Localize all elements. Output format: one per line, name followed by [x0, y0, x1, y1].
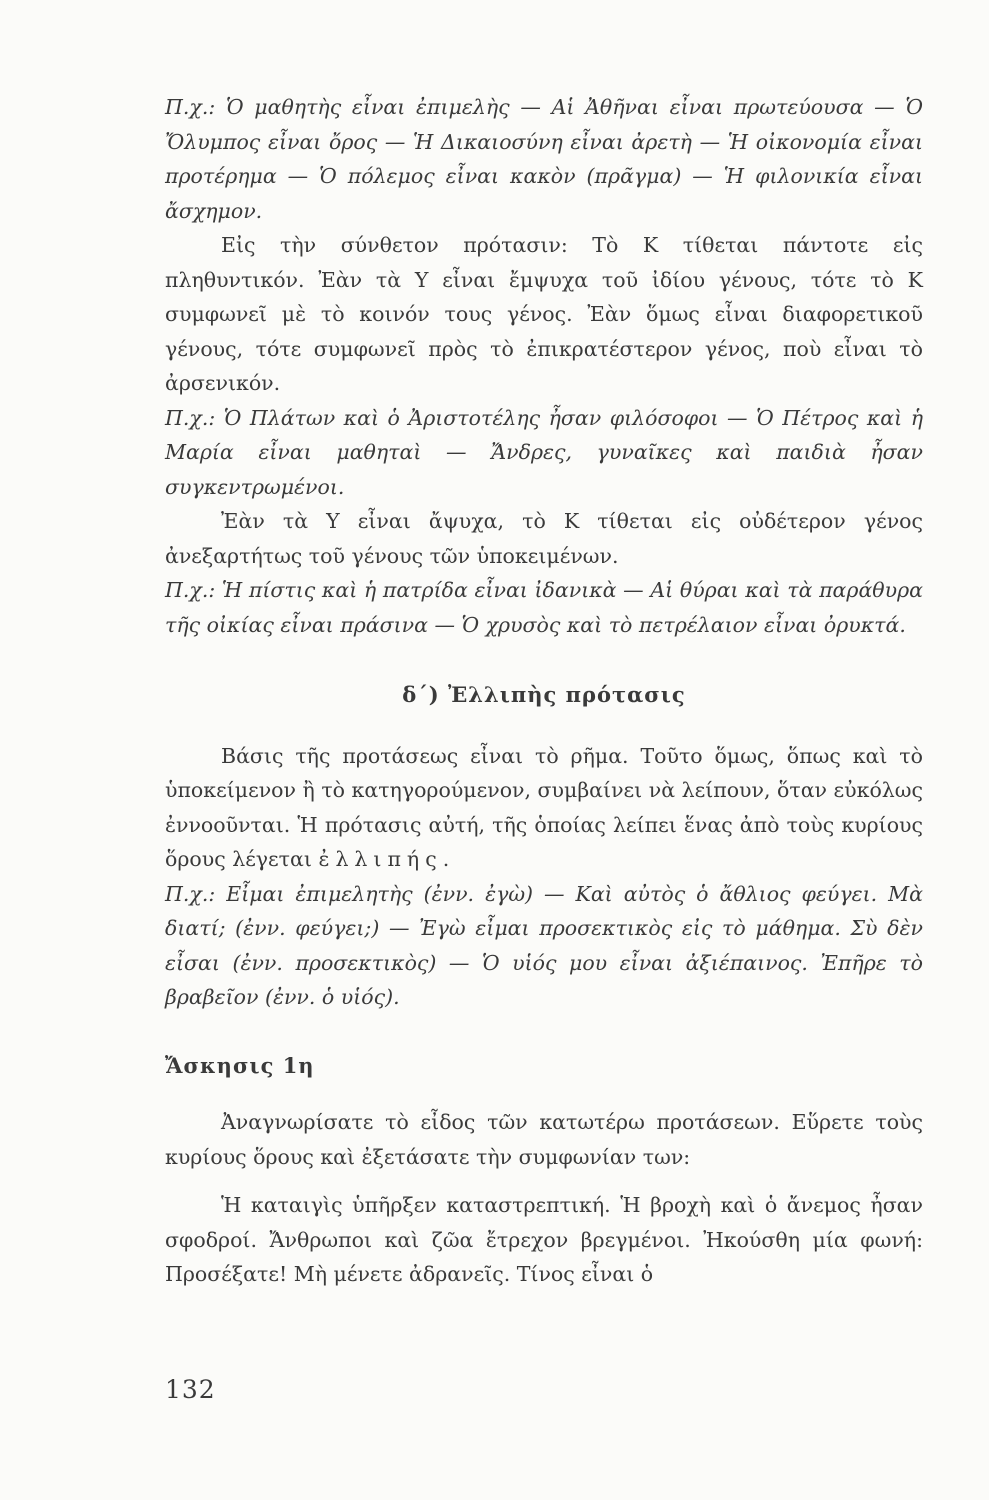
page-number: 132 — [165, 1375, 216, 1404]
example-paragraph: Π.χ.: Ἡ πίστις καὶ ἡ πατρίδα εἶναι ἰδανικὰ — Αἱ θύραι καὶ τὰ παράθυρα τῆς οἰκίας εἶναι πράσινα — Ὁ χρυσὸς καὶ τὸ πετρέλαιον εἶναι ὀρυκτά. — [165, 578, 923, 637]
exercise-instruction: Ἀναγνωρίσατε τὸ εἶδος τῶν κατωτέρω προτάσεων. Εὕρετε τοὺς κυρίους ὅρους καὶ ἐξετάσατε τὴν συμφωνίαν των: — [165, 1110, 923, 1169]
section-heading: δ΄) Ἐλλιπὴς πρότασις — [402, 682, 686, 707]
exercise-title: Ἄσκησις 1η — [165, 1052, 315, 1078]
main-text — [165, 90, 923, 1292]
exercise-text: Ἡ καταιγὶς ὑπῆρξεν καταστρεπτική. Ἡ βροχὴ καὶ ὁ ἄνεμος ἦσαν σφοδροί. Ἄνθρωποι καὶ ζῶα ἔτρεχον βρεγμένοι. Ἠκούσθη μία φωνή: Προσέξατε! Μὴ μένετε ἀδρανεῖς. Τίνος εἶναι ὁ — [165, 1193, 923, 1286]
body-paragraph: Ἐὰν τὰ Υ εἶναι ἄψυχα, τὸ Κ τίθεται εἰς οὐδέτερον γένος ἀνεξαρτήτως τοῦ γένους τῶν ὑποκειμένων. — [165, 509, 923, 568]
body-paragraph: Εἰς τὴν σύνθετον πρότασιν: Τὸ Κ τίθεται πάντοτε εἰς πληθυντικόν. Ἐὰν τὰ Υ εἶναι ἔμψυχα τοῦ ἰδίου γένους, τότε τὸ Κ συμφωνεῖ μὲ τὸ κοινόν τους γένος. Ἐὰν ὅμως εἶναι διαφορετικοῦ γένους, τότε συμφωνεῖ πρὸς τὸ ἐπικρατέστερον γένος, ποὺ εἶναι τὸ ἀρσενικόν. — [165, 233, 923, 395]
section-body-text: Βάσις τῆς προτάσεως εἶναι τὸ ρῆμα. Τοῦτο ὅμως, ὅπως καὶ τὸ ὑποκείμενον ἢ τὸ κατηγορούμενον, συμβαίνει νὰ λείπουν, ὅταν εὐκόλως ἐννοοῦνται. Ἡ πρότασις αὐτή, τῆς ὁποίας λείπει ἕνας ἀπὸ τοὺς κυρίους ὅρους λέγεται — [165, 743, 923, 871]
section-example-paragraph: Π.χ.: Εἶμαι ἐπιμελητὴς (ἐνν. ἐγὼ) — Καὶ αὐτὸς ὁ ἄθλιος φεύγει. Μὰ διατί; (ἐνν. φεύγει;) — Ἐγὼ εἶμαι προσεκτικὸς εἰς τὸ μάθημα. Σὺ δὲν εἶσαι (ἐνν. προσεκτικὸς) — Ὁ υἱός μου εἶναι ἀξιέπαινος. Ἐπῆρε τὸ βραβεῖον (ἐνν. ὁ υἱός). — [165, 881, 923, 1009]
example-paragraph: Π.χ.: Ὁ μαθητὴς εἶναι ἐπιμελὴς — Αἱ Ἀθῆναι εἶναι πρωτεύουσα — Ὁ Ὄλυμπος εἶναι ὄρος — Ἡ Δικαιοσύνη εἶναι ἀρετὴ — Ἡ οἰκονομία εἶναι προτέρημα — Ὁ πόλεμος εἶναι κακὸν (πρᾶγμα) — Ἡ φιλονικία εἶναι ἄσχημον. — [165, 95, 923, 223]
term-elliptic: ἐλλιπής — [318, 847, 443, 871]
section-body-end: . — [442, 847, 450, 871]
example-paragraph: Π.χ.: Ὁ Πλάτων καὶ ὁ Ἀριστοτέλης ἦσαν φιλόσοφοι — Ὁ Πέτρος καὶ ἡ Μαρία εἶναι μαθηταὶ — Ἄνδρες, γυναῖκες καὶ παιδιὰ ἦσαν συγκεντρωμένοι. — [165, 405, 923, 499]
section-body-paragraph — [165, 739, 923, 877]
